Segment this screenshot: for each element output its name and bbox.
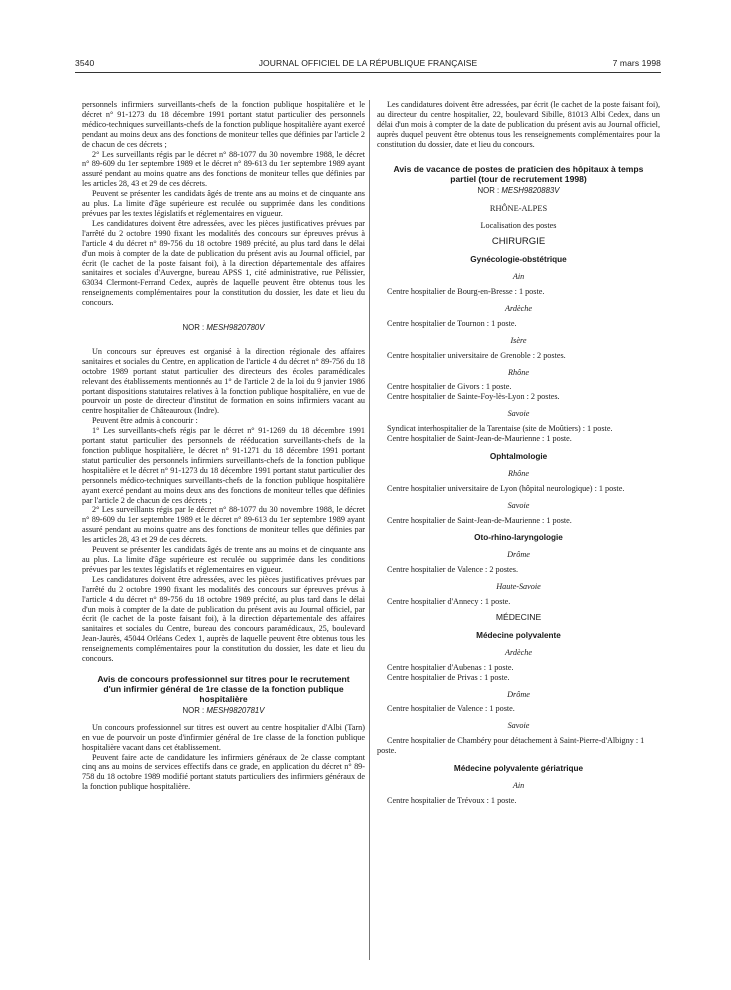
- specialty-heading: Médecine polyvalente: [476, 630, 561, 640]
- nor-reference: [82, 323, 365, 333]
- page-number: 3540: [75, 58, 95, 68]
- list-item: Centre hospitalier universitaire de Grenoble : 2 postes.: [387, 350, 566, 360]
- list-item: Syndicat interhospitalier de la Tarentaise (site de Moûtiers) : 1 poste.: [387, 424, 613, 434]
- discipline-heading: CHIRURGIE: [491, 236, 546, 248]
- nor-reference: [82, 706, 365, 716]
- issue-date: 7 mars 1998: [612, 58, 661, 68]
- list-item: Centre hospitalier de Saint-Jean-de-Maurienne : 1 poste.: [387, 515, 572, 525]
- department-heading: Rhône: [508, 468, 529, 478]
- department-heading: Savoie: [507, 500, 530, 510]
- section-heading: Avis de concours professionnel sur titres pour le recrutement d'un infirmier général de 1re classe de la fonction publique hospitalière: [97, 673, 350, 704]
- specialty-heading: Ophtalmologie: [489, 451, 548, 461]
- paragraph: Peuvent se présenter les candidats âgés de trente ans au moins et de cinquante ans au plus. La limite d'âge supérieure est reculée ou supprimée dans les conditions prévues par les textes législatifs et réglementaires en vigueur.: [82, 189, 365, 218]
- list-item: Centre hospitalier de Valence : 1 poste.: [387, 704, 515, 714]
- paragraph: Un concours professionnel sur titres est ouvert au centre hospitalier d'Albi (Tarn) en vue de pourvoir un poste d'infirmier général de 1re classe de la fonction publique hospitalière vacant dans cet établissement.: [82, 722, 365, 752]
- paragraph: Peuvent faire acte de candidature les infirmiers généraux de 2e classe comptant cinq ans au moins de services effectifs dans ce grade, en application du décret n° 89-758 du 18 octobre 1989 modifié portant statuts particuliers des infirmiers généraux de la fonction publique hospitalière.: [82, 752, 365, 792]
- list-item: Centre hospitalier de Trévoux : 1 poste.: [387, 795, 517, 805]
- list-item: Centre hospitalier de Bourg-en-Bresse : 1 poste.: [387, 286, 545, 296]
- list-item: Centre hospitalier universitaire de Lyon (hôpital neurologique) : 1 poste.: [387, 483, 625, 493]
- nor-code: MESH9820883V: [501, 185, 560, 195]
- department-heading: Ain: [512, 780, 525, 790]
- specialty-heading: Oto-rhino-laryngologie: [474, 533, 563, 543]
- region-heading: RHÔNE-ALPES: [489, 204, 548, 214]
- department-heading: Rhône: [508, 367, 529, 377]
- paragraph: Les candidatures doivent être adressées, avec les pièces justificatives prévues par l'arrêté du 2 octobre 1990 fixant les modalités des concours sur épreuves prévus à l'article 4 du décret n° 89-756 du 18 octobre 1989 précité, au plus tard dans le délai d'un mois à compter de la date de publication du présent avis au Journal officiel, par écrit (le cachet de la poste faisant foi), à la direction départementale des affaires sanitaires et sociales du Centre, bureau des concours paramédicaux, 25, boulevard Jean-Jaurès, 45044 Orléans Cedex 1, auprès de laquelle peuvent être obtenus tous les renseignements complémentaires pour la constitution du dossier, les date et lieu du concours.: [82, 574, 365, 664]
- nor-label: NOR :: [182, 705, 205, 715]
- paragraph: Peuvent se présenter les candidats âgés de trente ans au moins et de cinquante ans au plus. La limite d'âge supérieure est reculée ou supprimée dans les conditions prévues par les textes législatifs et réglementaires en vigueur.: [82, 545, 365, 574]
- list-item: Centre hospitalier de Sainte-Foy-lès-Lyon : 2 postes.: [387, 392, 560, 402]
- department-heading: Ardèche: [505, 647, 532, 657]
- paragraph: Peuvent être admis à concourir :: [92, 416, 198, 426]
- paragraph: 2° Les surveillants régis par le décret n° 88-1077 du 30 novembre 1988, le décret n° 89-609 du 1er septembre 1989 et le décret n° 89-613 du 1er septembre 1989 ayant assuré pendant au moins quatre ans des fonctions de moniteur telles que définies par les articles 28, 43 et 29 de ces décrets.: [82, 149, 365, 189]
- list-item: Centre hospitalier de Valence : 2 postes.: [387, 565, 519, 575]
- nor-label: NOR :: [182, 323, 205, 333]
- list-item: Centre hospitalier d'Aubenas : 1 poste.: [387, 662, 514, 672]
- list-item: Centre hospitalier de Privas : 1 poste.: [387, 672, 510, 682]
- department-heading: Savoie: [507, 721, 530, 731]
- specialty-heading: Gynécologie-obstétrique: [470, 255, 567, 265]
- nor-code: MESH9820781V: [206, 705, 265, 715]
- paragraph: Les candidatures doivent être adressées, avec les pièces justificatives prévues par l'arrêté du 2 octobre 1990 fixant les modalités des concours sur épreuves prévus à l'article 4 du décret n° 89-756 du 18 octobre 1989 précité, au plus tard dans le délai d'un mois à compter de la date de publication du présent avis au Journal officiel, par écrit (le cachet de la poste faisant foi), à la direction départementale des affaires sanitaires et sociales d'Auvergne, bureau APSS 1, cité administrative, rue Pélissier, 63034 Clermont-Ferrand Cedex, auprès de laquelle peuvent être obtenus tous les renseignements complémentaires pour la constitution du dossier, les date et lieu du concours.: [82, 218, 365, 308]
- department-heading: Drôme: [507, 550, 530, 560]
- department-heading: Savoie: [507, 409, 530, 419]
- left-column: [82, 100, 365, 792]
- list-item: Centre hospitalier de Givors : 1 poste.: [387, 382, 512, 392]
- paragraph: personnels infirmiers surveillants-chefs de la fonction publique hospitalière et le décret n° 91-1273 du 18 décembre 1991 portant statut particulier des personnels médico-techniques surveillants-chefs de la fonction publique hospitalière ayant exercé pendant au moins deux ans des fonctions de moniteur telles que définies par l'article 2 de chacun de ces décrets ;: [82, 100, 365, 149]
- right-column: [377, 100, 660, 806]
- department-heading: Drôme: [507, 689, 530, 699]
- list-item: Centre hospitalier d'Annecy : 1 poste.: [387, 597, 511, 607]
- paragraph: Un concours sur épreuves est organisé à la direction régionale des affaires sanitaires et sociales du Centre, en application de l'article 4 du décret n° 89-756 du 18 octobre 1989 portant statut particulier des directeurs des écoles paramédicales relevant des établissements mentionnés au 1° de l'article 2 de la loi du 9 janvier 1986 portant dispositions statutaires relatives à la fonction publique hospitalière, en vue de pourvoir un poste de directeur d'institut de formation en soins infirmiers vacant au centre hospitalier de Châteauroux (Indre).: [82, 346, 365, 416]
- page-header: [75, 58, 661, 72]
- subheading: Localisation des postes: [480, 221, 557, 231]
- list-item: Centre hospitalier de Chambéry pour détachement à Saint-Pierre-d'Albigny : 1 poste.: [377, 736, 645, 756]
- nor-label: NOR :: [477, 185, 500, 195]
- section-heading: Avis de vacance de postes de praticien des hôpitaux à temps partiel (tour de recrutement 1998): [393, 163, 644, 184]
- specialty-heading: Médecine polyvalente gériatrique: [453, 764, 584, 774]
- discipline-heading: MÉDECINE: [495, 612, 542, 622]
- department-heading: Ardèche: [505, 303, 532, 313]
- column-divider: [369, 100, 370, 960]
- journal-title: JOURNAL OFFICIEL DE LA RÉPUBLIQUE FRANÇAISE: [258, 58, 478, 68]
- nor-reference: [377, 186, 660, 196]
- header-rule: [75, 72, 661, 73]
- list-item: Centre hospitalier de Saint-Jean-de-Maurienne : 1 poste.: [387, 434, 572, 444]
- list-item: Centre hospitalier de Tournon : 1 poste.: [387, 318, 517, 328]
- department-heading: Haute-Savoie: [496, 582, 541, 592]
- paragraph: 2° Les surveillants régis par le décret n° 88-1077 du 30 novembre 1988, le décret n° 89-609 du 1er septembre 1989 et le décret n° 89-613 du 1er septembre 1989 ayant assuré pendant au moins quatre ans des fonctions de moniteur telles que définies par les articles 28, 43 et 29 de ces décrets.: [82, 505, 365, 545]
- nor-code: MESH9820780V: [206, 323, 265, 333]
- paragraph: Les candidatures doivent être adressées, par écrit (le cachet de la poste faisant foi), au directeur du centre hospitalier, 22, boulevard Sibille, 81013 Albi Cedex, dans un délai d'un mois à compter de la date de publication du présent avis au Journal officiel, auprès duquel peuvent être obtenus tous les renseignements complémentaires pour la constitution du dossier, date et lieu du concours.: [377, 100, 660, 149]
- department-heading: Isère: [510, 335, 527, 345]
- paragraph: 1° Les surveillants-chefs régis par le décret n° 91-1269 du 18 décembre 1991 portant statut particulier des personnels de rééducation surveillants-chefs de la fonction publique hospitalière, le décret n° 91-1271 du 18 décembre 1991 portant statut particulier des personnels infirmiers surveillants-chefs de la fonction publique hospitalière et le décret n° 91-1273 du 18 décembre 1991 portant statut particulier des personnels médico-techniques surveillants-chefs de la fonction publique hospitalière ayant exercé pendant au moins deux ans des fonctions de moniteur telles que définies par l'article 2 de chacun de ces décrets ;: [82, 426, 365, 505]
- department-heading: Ain: [512, 272, 525, 282]
